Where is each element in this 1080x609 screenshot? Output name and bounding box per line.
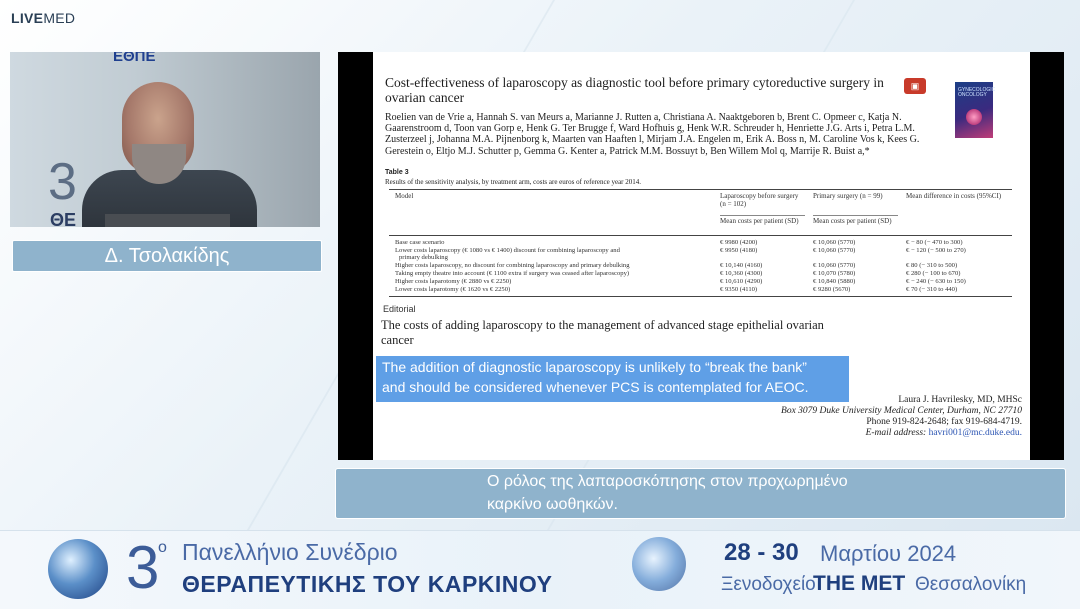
podium [105, 214, 230, 227]
author-list: Roelien van de Vrie a, Hannah S. van Meurs a, Marianne J. Rutten a, Christiana A. Naaktgeboren b, Brent C. Opmeer c, Katja N. Gaarenstroom d, Toon van Gorp e, Henk G. Ter Brugge f, Ward Hofhuis g, Henk W.R. Schreuder h, Henriette J.G. Arts i, Petra L.M. Zusterzeel j, Johanna M.A. Pijnenborg k, Maarten van Haaften l, Mirjam J.A. Engelen m, Erik A. Boss n, M. Caroline Vos k, Kees G. Gerestein o, Eltjo M.J. Schutter p, Gemma G. Kenter a, Patrick M.M. Bossuyt b, Ben Willem Mol q, Marrije R. Buist a,* [385, 112, 920, 157]
highlight-line-2: and should be considered whenever PCS is contemplated for AEOC. [382, 379, 809, 395]
table-row: Base case scenario € 9980 (4200) € 10,060 (5770) € − 80 (− 470 to 300) [395, 239, 963, 246]
video-wall-text: ΘΕ [50, 210, 77, 227]
table-header-model: Model [395, 192, 414, 200]
banner-city: Θεσσαλονίκη [915, 574, 1027, 595]
banner-ordinal: ο [158, 539, 167, 556]
pdf-icon: ▣ [904, 78, 926, 94]
caption-line-1: Ο ρόλος της λαπαροσκόπησης στον προχωρημένο [487, 473, 848, 490]
journal-cover-title: GYNECOLOGIC ONCOLOGY [958, 87, 996, 98]
banner-hotel-prefix: Ξενοδοχείο [721, 574, 816, 595]
table-header-difference: Mean difference in costs (95%CI) [906, 192, 1002, 200]
banner-month: Μαρτίου 2024 [820, 541, 957, 566]
livemed-logo [11, 10, 75, 26]
video-wall-logo: ΕΘΠΕ [113, 52, 156, 65]
speaker-name-label: Δ. Τσολακίδης [12, 240, 322, 272]
banner-number: 3 [126, 534, 160, 601]
editorial-title: The costs of adding laparoscopy to the management of advanced stage epithelial ovarian cancer [381, 318, 824, 347]
table-row: Lower costs laparoscopy (€ 1080 vs € 1400) discount for combining laparoscopy and primary debulking € 9950 (4180) € 10,060 (5770) € − 120 (− 500 to 270) [395, 247, 966, 261]
caption-box [335, 468, 1066, 519]
table-subheader-primary: Mean costs per patient (SD) [813, 217, 892, 225]
speaker-video[interactable] [10, 52, 320, 227]
highlight-line-1: The addition of diagnostic laparoscopy is unlikely to “break the bank” [382, 359, 807, 375]
journal-cover [955, 82, 996, 138]
brand-part1: LIVE [11, 10, 44, 26]
brand-part2: MED [43, 10, 76, 26]
banner-dates: 28 - 30 [724, 539, 799, 566]
signature-name: Laura J. Havrilesky, MD, MHSc [898, 395, 1022, 405]
table-row: Taking empty theatre into account (€ 1100 extra if surgery was ceased after laparoscopy) € 10,360 (4300) € 10,070 (5780) € 280 (− 100 to 670) [395, 270, 961, 277]
globe-logo-icon [48, 539, 108, 599]
table-header-primary: Primary surgery (n = 99) [813, 192, 883, 200]
table-row: Lower costs laparotomy (€ 1620 vs € 2250) € 9350 (4110) € 9280 (5670) € 70 (− 310 to 440) [395, 286, 958, 293]
table-caption: Results of the sensitivity analysis, by treatment arm, costs are euros of reference year 2014. [385, 178, 642, 186]
table-title: Table 3 [385, 169, 409, 176]
signature-phone: Phone 919-824-2648; fax 919-684-4719. [866, 417, 1022, 427]
highlight-quote [376, 356, 849, 402]
caption-line-2: καρκίνο ωοθηκών. [487, 496, 618, 513]
signature-address: Box 3079 Duke University Medical Center, Durham, NC 27710 [781, 406, 1022, 416]
video-wall-number: 3 [48, 153, 77, 211]
conference-banner [0, 530, 1080, 609]
email-link[interactable]: havri001@mc.duke.edu. [928, 428, 1022, 438]
table-header-laparoscopy: Laparoscopy before surgery (n = 102) [720, 192, 799, 208]
table-row: Higher costs laparotomy (€ 2880 vs € 2250) € 10,610 (4290) € 10,840 (5880) € − 240 (− 630 to 150) [395, 278, 966, 285]
globe-decoration-icon [632, 537, 686, 591]
journal-cover-image [966, 109, 982, 125]
editorial-label: Editorial [383, 304, 416, 314]
table-subheader-laparoscopy: Mean costs per patient (SD) [720, 217, 799, 225]
presentation-slide [373, 52, 1030, 460]
signature-email: E-mail address: havri001@mc.duke.edu. [865, 428, 1022, 438]
table-row: Higher costs laparoscopy, no discount for combining laparoscopy and primary debulking € 10,140 (4160) € 10,060 (5770) € 80 (− 310 to 500) [395, 262, 958, 269]
banner-hotel-name: THE MET [813, 572, 906, 595]
paper-title: Cost-effectiveness of laparoscopy as diagnostic tool before primary cytoreductive surgery in ovarian cancer [385, 75, 884, 105]
banner-title-2: ΘΕΡΑΠΕΥΤΙΚΗΣ ΤΟΥ ΚΑΡΚΙΝΟΥ [182, 571, 553, 597]
banner-title-1: Πανελλήνιο Συνέδριο [182, 539, 398, 565]
